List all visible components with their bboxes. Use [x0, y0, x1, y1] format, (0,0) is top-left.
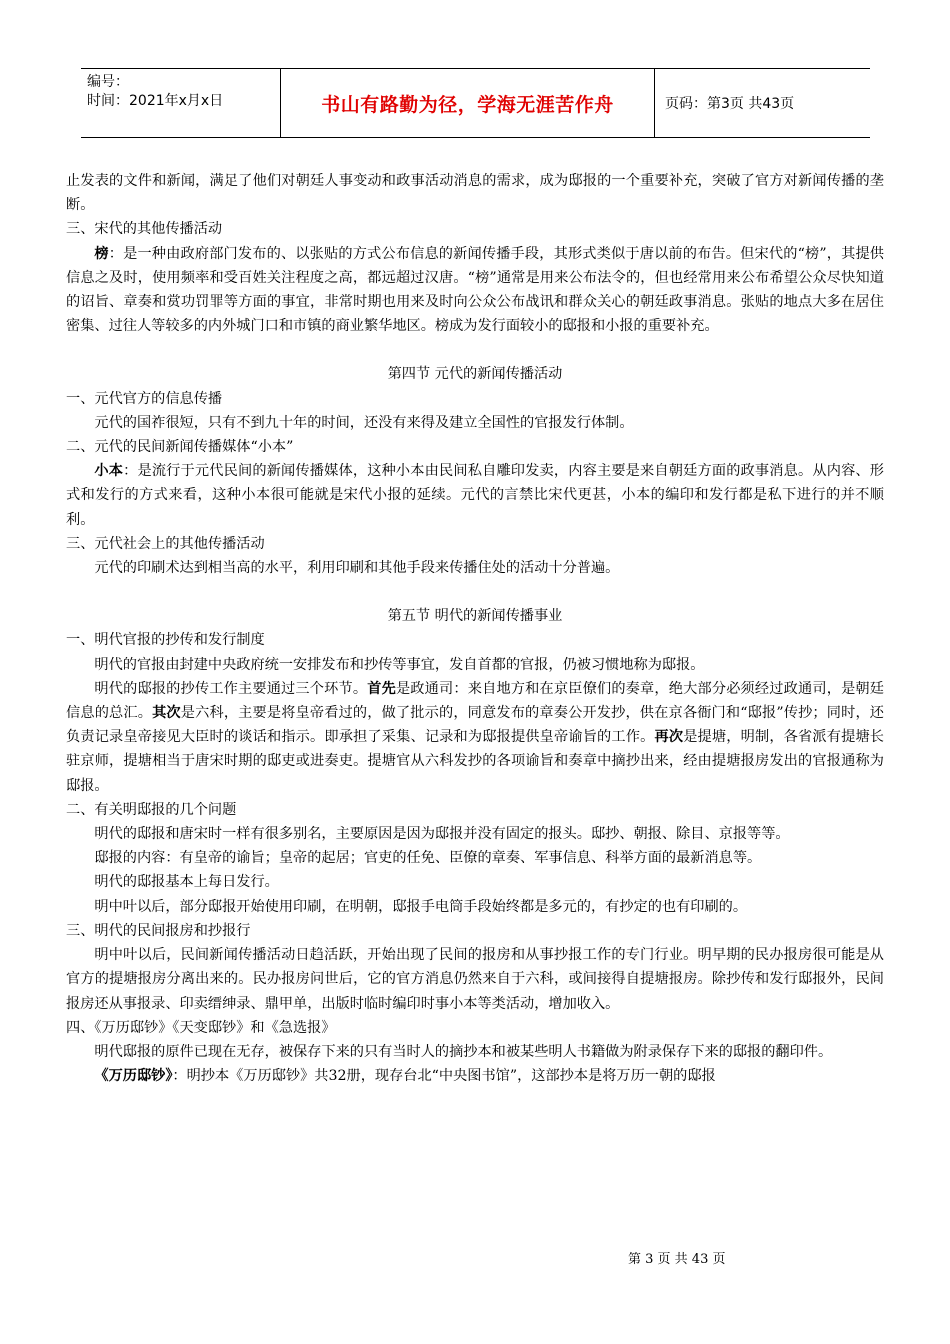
page-footer: 第 3 页 共 43 页 — [628, 1252, 726, 1267]
section-heading: 四、《万历邸钞》《天变邸钞》和《急选报》 — [66, 1019, 336, 1036]
paragraph-bang — [66, 242, 884, 339]
header-page-label: 页码：第3页 共43页 — [665, 96, 795, 112]
wanli-text: ：明抄本《万历邸钞》共32册，现存台北“中央图书馆”，这部抄本是将万历一朝的邸报 — [172, 1068, 716, 1085]
term-second: 其次 — [152, 705, 181, 722]
paragraph: 明中叶以后，民间新闻传播活动日趋活跃，开始出现了民间的报房和从事抄报工作的专门行业。明早期的民办报房很可能是从官方的提塘报房分离出来的。民办报房问世后，它的官方消息仍然来自于六科，或间接得自提塘报房。除抄传和发行邸报外，民间报房还从事报录、印卖缙绅录、鼎甲单，出版时临时编印时事小本等类活动，增加收入。 — [66, 947, 884, 1012]
page-header — [81, 68, 870, 138]
term-bang: 榜 — [94, 245, 109, 262]
term-xiaoben: 小本 — [94, 463, 124, 480]
paragraph: 元代的印刷术达到相当高的水平，利用印刷和其他手段来传播住处的活动十分普遍。 — [94, 560, 620, 577]
paragraph: 明中叶以后，部分邸报开始使用印刷，在明朝，邸报手电筒手段始终都是多元的，有抄定的也有印刷的。 — [94, 898, 748, 915]
paragraph-three-steps — [66, 677, 884, 798]
paragraph: 明代的官报由封建中央政府统一安排发布和抄传等事宜，发自首都的官报，仍被习惯地称为邸报。 — [94, 656, 705, 673]
bang-text: ：是一种由政府部门发布的、以张贴的方式公布信息的新闻传播手段，其形式类似于唐以前的布告。但宋代的“榜”，其提供信息之及时，使用频率和受百姓关注程度之高，都远超过汉唐。“榜”通常是用来公布法令的，但也经常用来公布希望公众尽快知道的诏旨、章奏和赏功罚罪等方面的事宜，非常时期也用来及时向公众公布战讯和群众关心的朝廷政事消息。张贴的地点大多在居住密集、过往人等较多的内外城门口和市镇的商业繁华地区。榜成为发行面较小的邸报和小报的重要补充。 — [66, 245, 884, 335]
section-title-4: 第四节 元代的新闻传播活动 — [387, 366, 563, 383]
header-meta-cell — [81, 69, 281, 137]
header-motto: 书山有路勤为径，学海无涯苦作舟 — [281, 69, 655, 137]
section-heading: 三、宋代的其他传播活动 — [66, 221, 223, 238]
paragraph: 邸报的内容：有皇帝的谕旨；皇帝的起居；官吏的任免、臣僚的章奏、军事信息、科举方面的最新消息等。 — [94, 850, 762, 867]
paragraph-xiaoben — [66, 459, 884, 532]
paragraph: 元代的国祚很短，只有不到九十年的时间，还没有来得及建立全国性的官报发行体制。 — [94, 414, 634, 431]
section-heading: 三、明代的民间报房和抄报行 — [66, 922, 251, 939]
section-heading: 二、元代的民间新闻传播媒体“小本” — [66, 439, 294, 456]
number-label: 编号： — [87, 74, 129, 90]
term-first: 首先 — [367, 680, 396, 697]
xiaoben-text: ：是流行于元代民间的新闻传播媒体，这种小本由民间私自雕印发卖，内容主要是来自朝廷方面的政事消息。从内容、形式和发行的方式来看，这种小本很可能就是宋代小报的延续。元代的言禁比宋代更甚，小本的编印和发行都是私下进行的并不顺利。 — [66, 463, 884, 528]
section-heading: 一、元代官方的信息传播 — [66, 390, 223, 407]
section-title-5: 第五节 明代的新闻传播事业 — [387, 608, 563, 625]
section-heading: 一、明代官报的抄传和发行制度 — [66, 632, 265, 649]
paragraph: 明代邸报的原件已现在无存，被保存下来的只有当时人的摘抄本和被某些明人书籍做为附录保存下来的邸报的翻印件。 — [94, 1043, 833, 1060]
term-wanli: 《万历邸钞》 — [94, 1068, 173, 1085]
term-third: 再次 — [654, 729, 684, 746]
paragraph: 明代的邸报基本上每日发行。 — [94, 874, 279, 891]
paragraph: 止发表的文件和新闻，满足了他们对朝廷人事变动和政事活动消息的需求，成为邸报的一个重要补充，突破了官方对新闻传播的垄断。 — [66, 173, 884, 214]
text-span: 明代的邸报的抄传工作主要通过三个环节。 — [94, 680, 368, 697]
section-heading: 三、元代社会上的其他传播活动 — [66, 535, 265, 552]
paragraph: 明代的邸报和唐宋时一样有很多别名，主要原因是因为邸报并没有固定的报头。邸抄、朝报、除目、京报等等。 — [94, 826, 790, 843]
text-span: 是政通司：来自地方和在京臣僚们的奏章，绝大部分必须经过政通司，是朝廷信息的总汇。 — [66, 680, 884, 722]
paragraph-wanli — [66, 1064, 884, 1088]
time-label: 时间：2021年x月x日 — [87, 93, 224, 109]
text-span: 是六科，主要是将皇帝看过的，做了批示的，同意发布的章奏公开发抄，供在京各衙门和“邸报”传抄；同时，还负责记录皇帝接见大臣时的谈话和指示。即承担了采集、记录和为邸报提供皇帝谕旨的工作。 — [66, 705, 884, 746]
text-span: 是提塘，明制，各省派有提塘长驻京师，提塘相当于唐宋时期的邸吏或进奏吏。提塘官从六科发抄的各项谕旨和奏章中摘抄出来，经由提塘报房发出的官报通称为邸报。 — [66, 729, 884, 794]
document-body — [66, 169, 884, 1088]
section-heading: 二、有关明邸报的几个问题 — [66, 801, 237, 818]
